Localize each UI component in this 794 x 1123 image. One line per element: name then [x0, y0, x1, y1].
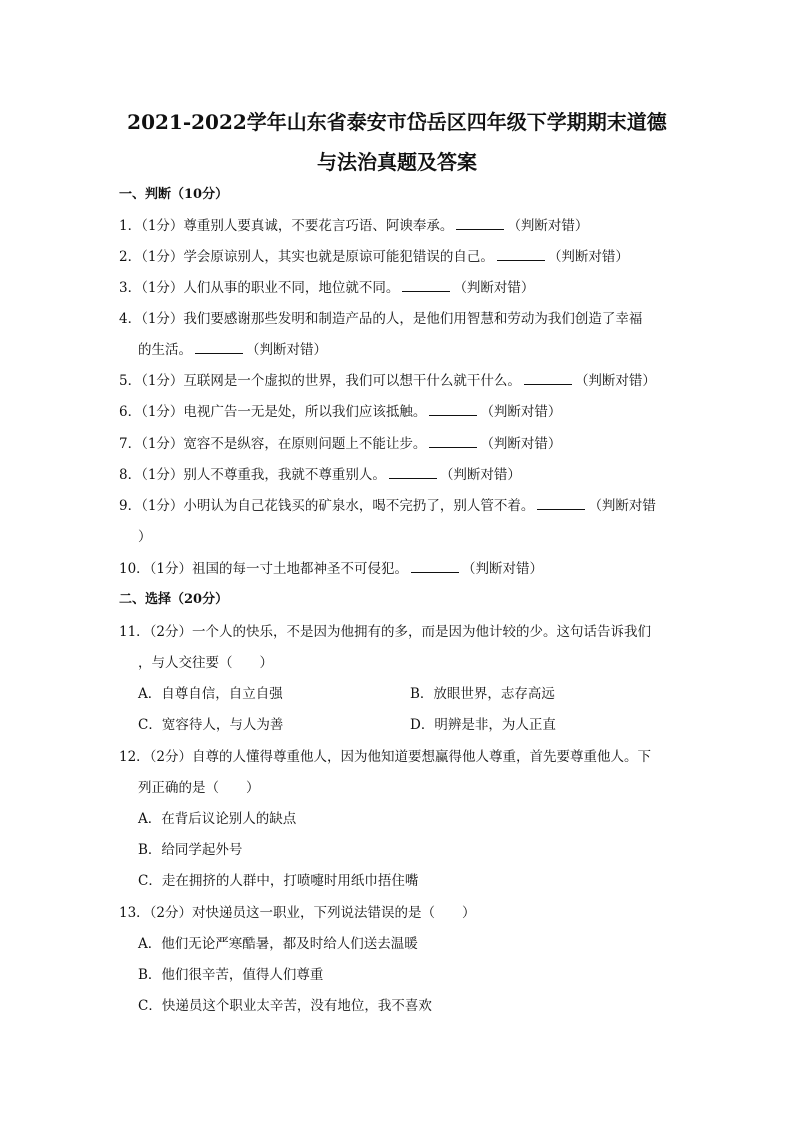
q11-option-c: C．宽容待人，与人为善 — [138, 717, 284, 733]
answer-blank — [195, 340, 243, 354]
question-1: 1．（1分）尊重别人要真诚，不要花言巧语、阿谀奉承。 （判断对错） — [119, 218, 589, 234]
question-6: 6．（1分）电视广告一无是处，所以我们应该抵触。 （判断对错） — [119, 404, 562, 420]
answer-blank — [429, 434, 477, 448]
q13-option-c: C．快递员这个职业太辛苦，没有地位，我不喜欢 — [138, 998, 432, 1014]
answer-blank — [524, 371, 572, 385]
title-line-2: 与法治真题及答案 — [317, 150, 477, 174]
section-heading-judge: 一、判断（10分） — [119, 187, 229, 202]
q11-option-a: A．自尊自信，自立自强 — [138, 686, 283, 702]
q12-option-c: C．走在拥挤的人群中，打喷嚏时用纸巾捂住嘴 — [138, 873, 419, 889]
question-9: 9．（1分）小明认为自己花钱买的矿泉水，喝不完扔了，别人管不着。 （判断对错 — [119, 498, 656, 514]
answer-blank — [389, 465, 437, 479]
question-10: 10．（1分）祖国的每一寸土地都神圣不可侵犯。 （判断对错） — [119, 561, 544, 577]
answer-blank — [411, 559, 459, 573]
q13-option-a: A．他们无论严寒酷暑，都及时给人们送去温暖 — [138, 936, 418, 952]
question-9-continued: ） — [138, 529, 152, 545]
question-4-continued: 的生活。 （判断对错） — [138, 342, 327, 358]
question-8: 8．（1分）别人不尊重我，我就不尊重别人。 （判断对错） — [119, 467, 521, 483]
title-line-1: 2021-2022学年山东省泰安市岱岳区四年级下学期期末道德 — [127, 110, 667, 134]
q13-option-b: B．他们很辛苦，值得人们尊重 — [138, 967, 324, 983]
q12-option-a: A．在背后议论别人的缺点 — [138, 811, 297, 827]
question-11-continued: ，与人交往要（ ） — [138, 655, 273, 671]
answer-blank — [456, 216, 504, 230]
question-12: 12．（2分）自尊的人懂得尊重他人，因为他知道要想赢得他人尊重，首先要尊重他人。下 — [119, 749, 652, 765]
question-12-continued: 列正确的是（ ） — [138, 780, 260, 796]
section-heading-choice: 二、选择（20分） — [119, 592, 229, 607]
q11-option-d: D．明辨是非，为人正直 — [410, 717, 556, 733]
question-2: 2．（1分）学会原谅别人，其实也就是原谅可能犯错误的自己。 （判断对错） — [119, 249, 629, 265]
q12-option-b: B．给同学起外号 — [138, 842, 243, 858]
question-7: 7．（1分）宽容不是纵容，在原则问题上不能让步。 （判断对错） — [119, 436, 562, 452]
answer-blank — [402, 278, 450, 292]
q11-option-b: B．放眼世界，志存高远 — [410, 686, 555, 702]
answer-blank — [429, 402, 477, 416]
question-4: 4．（1分）我们要感谢那些发明和制造产品的人，是他们用智慧和劳动为我们创造了幸福 — [119, 311, 643, 327]
question-13: 13．（2分）对快递员这一职业，下列说法错误的是（ ） — [119, 905, 476, 921]
question-5: 5．（1分）互联网是一个虚拟的世界，我们可以想干什么就干什么。 （判断对错） — [119, 373, 656, 389]
question-11: 11．（2分）一个人的快乐，不是因为他拥有的多，而是因为他计较的少。这句话告诉我们 — [119, 624, 652, 640]
question-3: 3．（1分）人们从事的职业不同，地位就不同。 （判断对错） — [119, 280, 535, 296]
answer-blank — [537, 496, 585, 510]
answer-blank — [497, 247, 545, 261]
document-title — [100, 102, 694, 182]
